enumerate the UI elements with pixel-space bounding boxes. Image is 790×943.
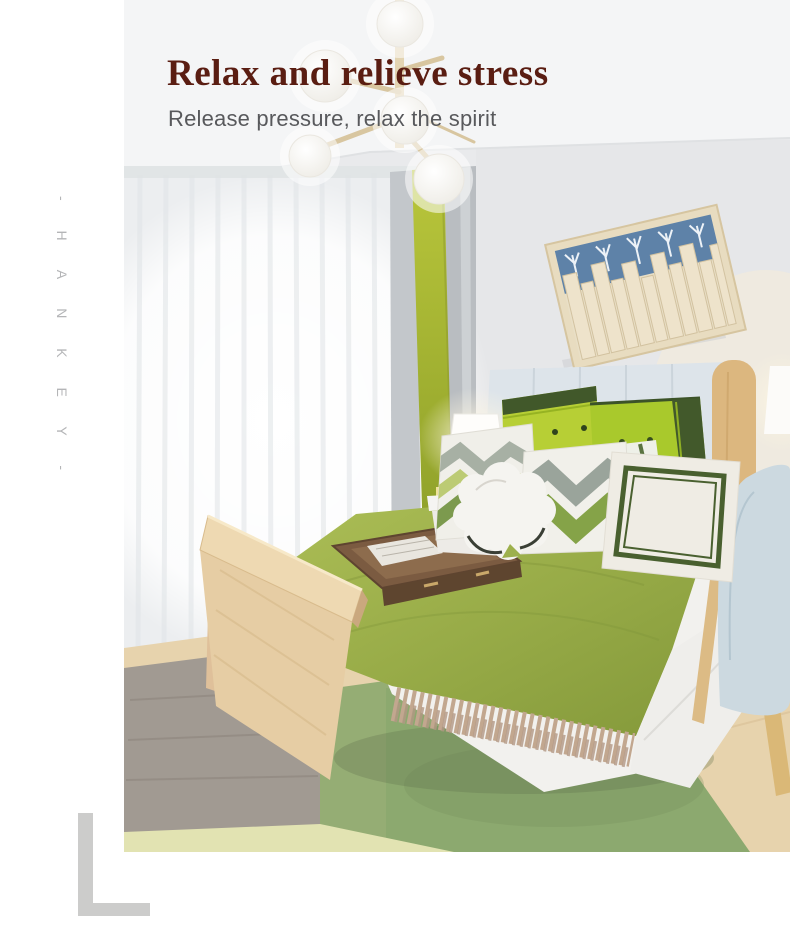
brand-vertical-text: - H A N K E Y - <box>54 196 70 484</box>
hero-title: Relax and relieve stress <box>167 53 549 94</box>
hero-subtitle: Release pressure, relax the spirit <box>168 106 497 131</box>
pillow-bordered-right <box>602 452 740 582</box>
